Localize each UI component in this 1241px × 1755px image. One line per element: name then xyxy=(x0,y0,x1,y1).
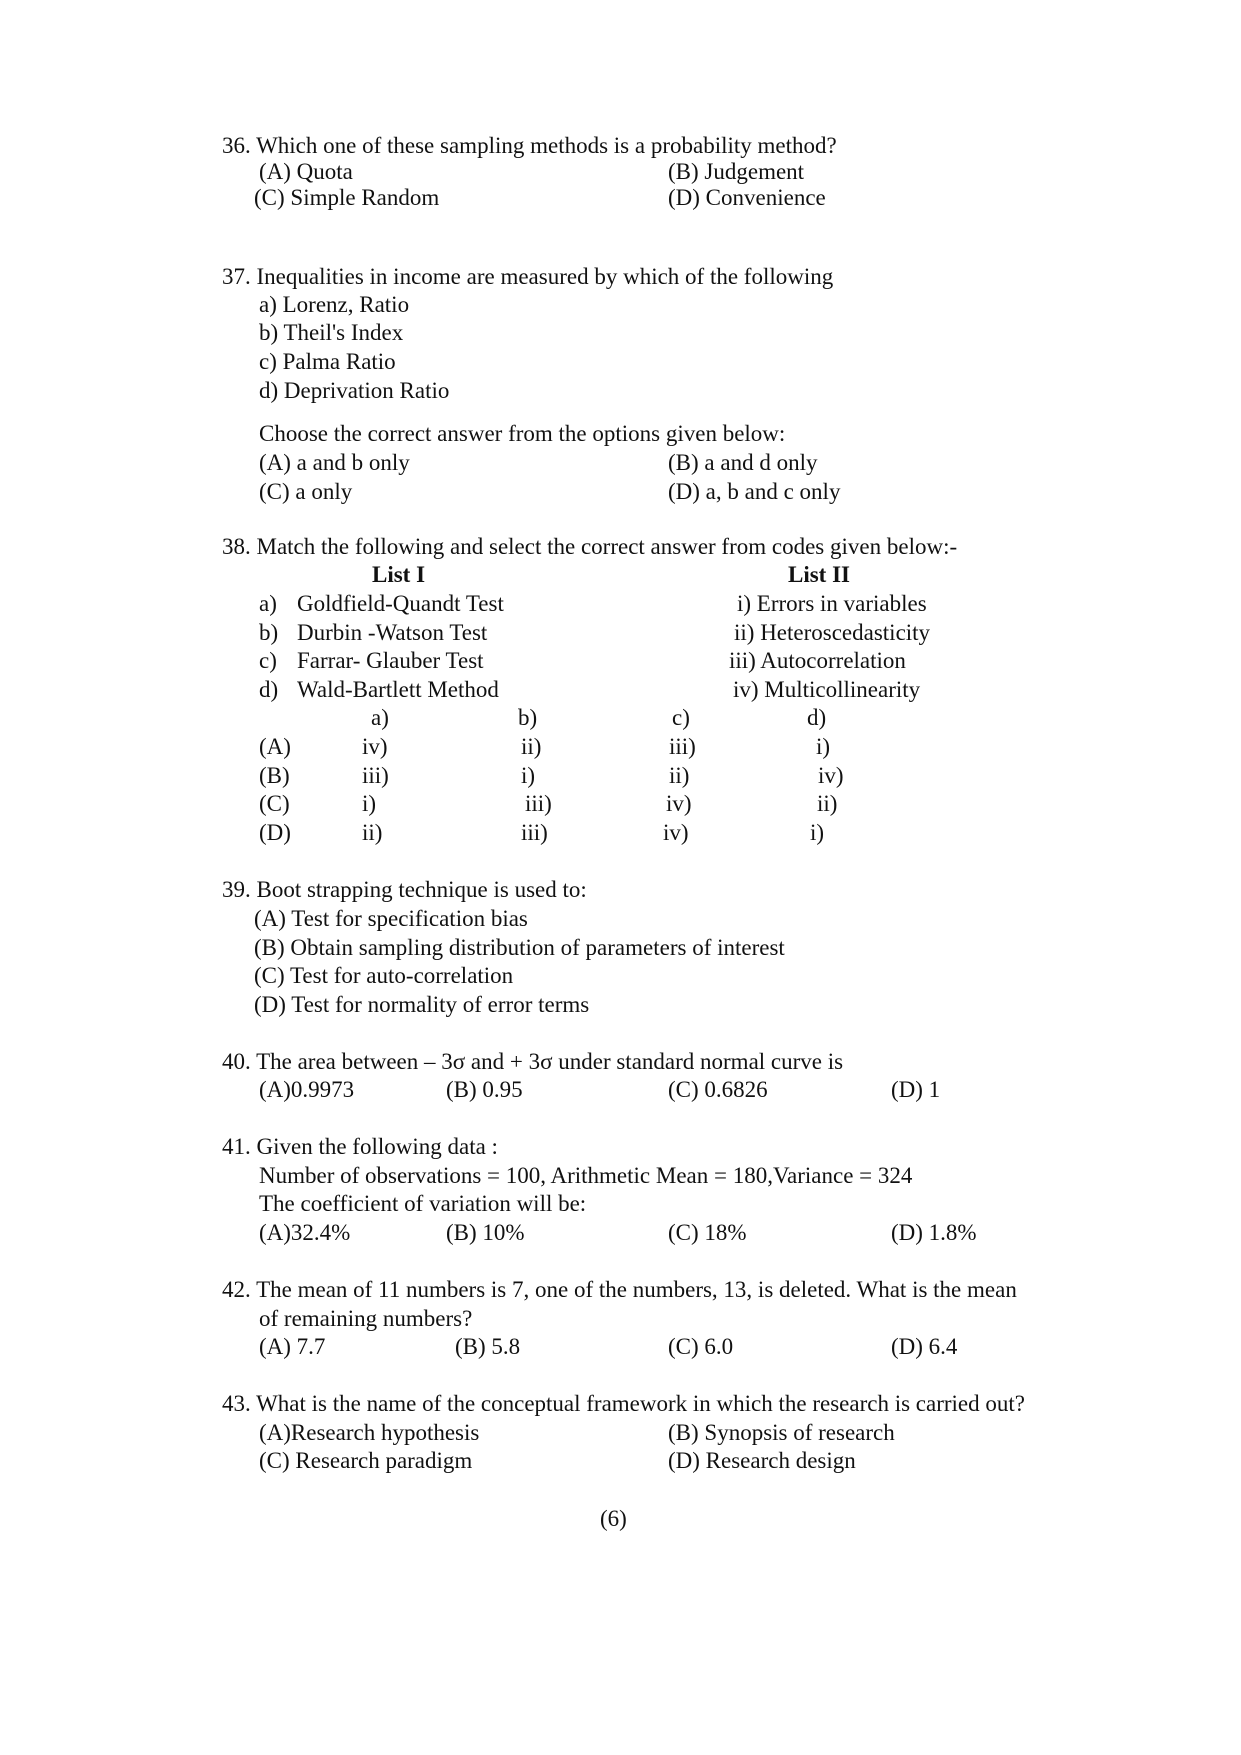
q42-question-cont: of remaining numbers? xyxy=(259,1306,473,1331)
code-cell: iii) xyxy=(669,734,696,759)
q41-question: 41. Given the following data : xyxy=(222,1134,498,1159)
code-cell: iii) xyxy=(521,820,548,845)
code-cell: i) xyxy=(362,791,377,816)
code-cell: iii) xyxy=(525,791,552,816)
q42-option-b: (B) 5.8 xyxy=(455,1334,521,1359)
code-cell: ii) xyxy=(362,820,383,845)
q41-prompt: The coefficient of variation will be: xyxy=(259,1191,587,1216)
code-cell: ii) xyxy=(521,734,542,759)
list-2-item: iii) Autocorrelation xyxy=(729,648,906,673)
q43-option-b: (B) Synopsis of research xyxy=(668,1420,895,1445)
q41-option-c: (C) 18% xyxy=(668,1220,747,1245)
code-cell: i) xyxy=(816,734,831,759)
q39-question: 39. Boot strapping technique is used to: xyxy=(222,877,587,902)
q36-question: 36. Which one of these sampling methods is a probability method? xyxy=(222,133,837,158)
q43-question: 43. What is the name of the conceptual framework in which the research is carried out? xyxy=(222,1391,1025,1416)
list-1-item: Goldfield-Quandt Test xyxy=(297,591,504,616)
q40-option-a: (A)0.9973 xyxy=(259,1077,355,1102)
q37-option-b: (B) a and d only xyxy=(668,450,818,475)
code-cell: i) xyxy=(810,820,825,845)
q38-question: 38. Match the following and select the correct answer from codes given below:- xyxy=(222,534,958,559)
q37-item-a: a) Lorenz, Ratio xyxy=(259,292,410,317)
q41-option-b: (B) 10% xyxy=(446,1220,525,1245)
code-cell: iv) xyxy=(362,734,388,759)
list-1-item: Durbin -Watson Test xyxy=(297,620,488,645)
q42-option-c: (C) 6.0 xyxy=(668,1334,734,1359)
q42-option-d: (D) 6.4 xyxy=(891,1334,958,1359)
list-2-item: iv) Multicollinearity xyxy=(733,677,921,702)
q42-question: 42. The mean of 11 numbers is 7, one of the numbers, 13, is deleted. What is the mean xyxy=(222,1277,1017,1302)
code-header: a) xyxy=(371,705,389,730)
code-header: d) xyxy=(807,705,827,730)
q37-option-c: (C) a only xyxy=(259,479,353,504)
list-1-key: c) xyxy=(259,648,277,673)
code-header: b) xyxy=(518,705,538,730)
page-number: (6) xyxy=(600,1506,627,1531)
code-row-label: (C) xyxy=(259,791,290,816)
q39-option-c: (C) Test for auto-correlation xyxy=(254,963,514,988)
code-cell: iv) xyxy=(818,763,844,788)
q43-option-c: (C) Research paradigm xyxy=(259,1448,473,1473)
list-2-header: List II xyxy=(788,562,850,587)
q41-option-a: (A)32.4% xyxy=(259,1220,351,1245)
q37-option-a: (A) a and b only xyxy=(259,450,410,475)
q42-option-a: (A) 7.7 xyxy=(259,1334,326,1359)
q36-option-d: (D) Convenience xyxy=(668,185,826,210)
code-header: c) xyxy=(672,705,690,730)
q40-question: 40. The area between – 3σ and + 3σ under standard normal curve is xyxy=(222,1049,844,1074)
q37-option-d: (D) a, b and c only xyxy=(668,479,841,504)
q36-option-c: (C) Simple Random xyxy=(254,185,440,210)
code-cell: iv) xyxy=(663,820,689,845)
q40-option-d: (D) 1 xyxy=(891,1077,941,1102)
q43-option-d: (D) Research design xyxy=(668,1448,856,1473)
q41-data-line: Number of observations = 100, Arithmetic Mean = 180,Variance = 324 xyxy=(259,1163,913,1188)
q37-item-c: c) Palma Ratio xyxy=(259,349,396,374)
q39-option-b: (B) Obtain sampling distribution of parameters of interest xyxy=(254,935,785,960)
list-1-item: Wald-Bartlett Method xyxy=(297,677,499,702)
list-1-key: a) xyxy=(259,591,277,616)
code-row-label: (B) xyxy=(259,763,290,788)
q37-question: 37. Inequalities in income are measured by which of the following xyxy=(222,264,834,289)
q39-option-d: (D) Test for normality of error terms xyxy=(254,992,590,1017)
list-1-item: Farrar- Glauber Test xyxy=(297,648,484,673)
list-2-item: ii) Heteroscedasticity xyxy=(734,620,931,645)
code-cell: iii) xyxy=(362,763,389,788)
code-cell: iv) xyxy=(666,791,692,816)
q39-option-a: (A) Test for specification bias xyxy=(254,906,528,931)
list-1-key: d) xyxy=(259,677,279,702)
q37-item-d: d) Deprivation Ratio xyxy=(259,378,450,403)
q40-option-c: (C) 0.6826 xyxy=(668,1077,768,1102)
q41-option-d: (D) 1.8% xyxy=(891,1220,977,1245)
code-row-label: (D) xyxy=(259,820,291,845)
q37-item-b: b) Theil's Index xyxy=(259,320,404,345)
list-2-item: i) Errors in variables xyxy=(737,591,927,616)
q36-option-b: (B) Judgement xyxy=(668,159,805,184)
q43-option-a: (A)Research hypothesis xyxy=(259,1420,480,1445)
q36-option-a: (A) Quota xyxy=(259,159,353,184)
list-1-key: b) xyxy=(259,620,279,645)
code-row-label: (A) xyxy=(259,734,291,759)
list-1-header: List I xyxy=(372,562,426,587)
q40-option-b: (B) 0.95 xyxy=(446,1077,523,1102)
code-cell: ii) xyxy=(669,763,690,788)
code-cell: ii) xyxy=(817,791,838,816)
q37-instruction: Choose the correct answer from the options given below: xyxy=(259,421,786,446)
code-cell: i) xyxy=(521,763,536,788)
